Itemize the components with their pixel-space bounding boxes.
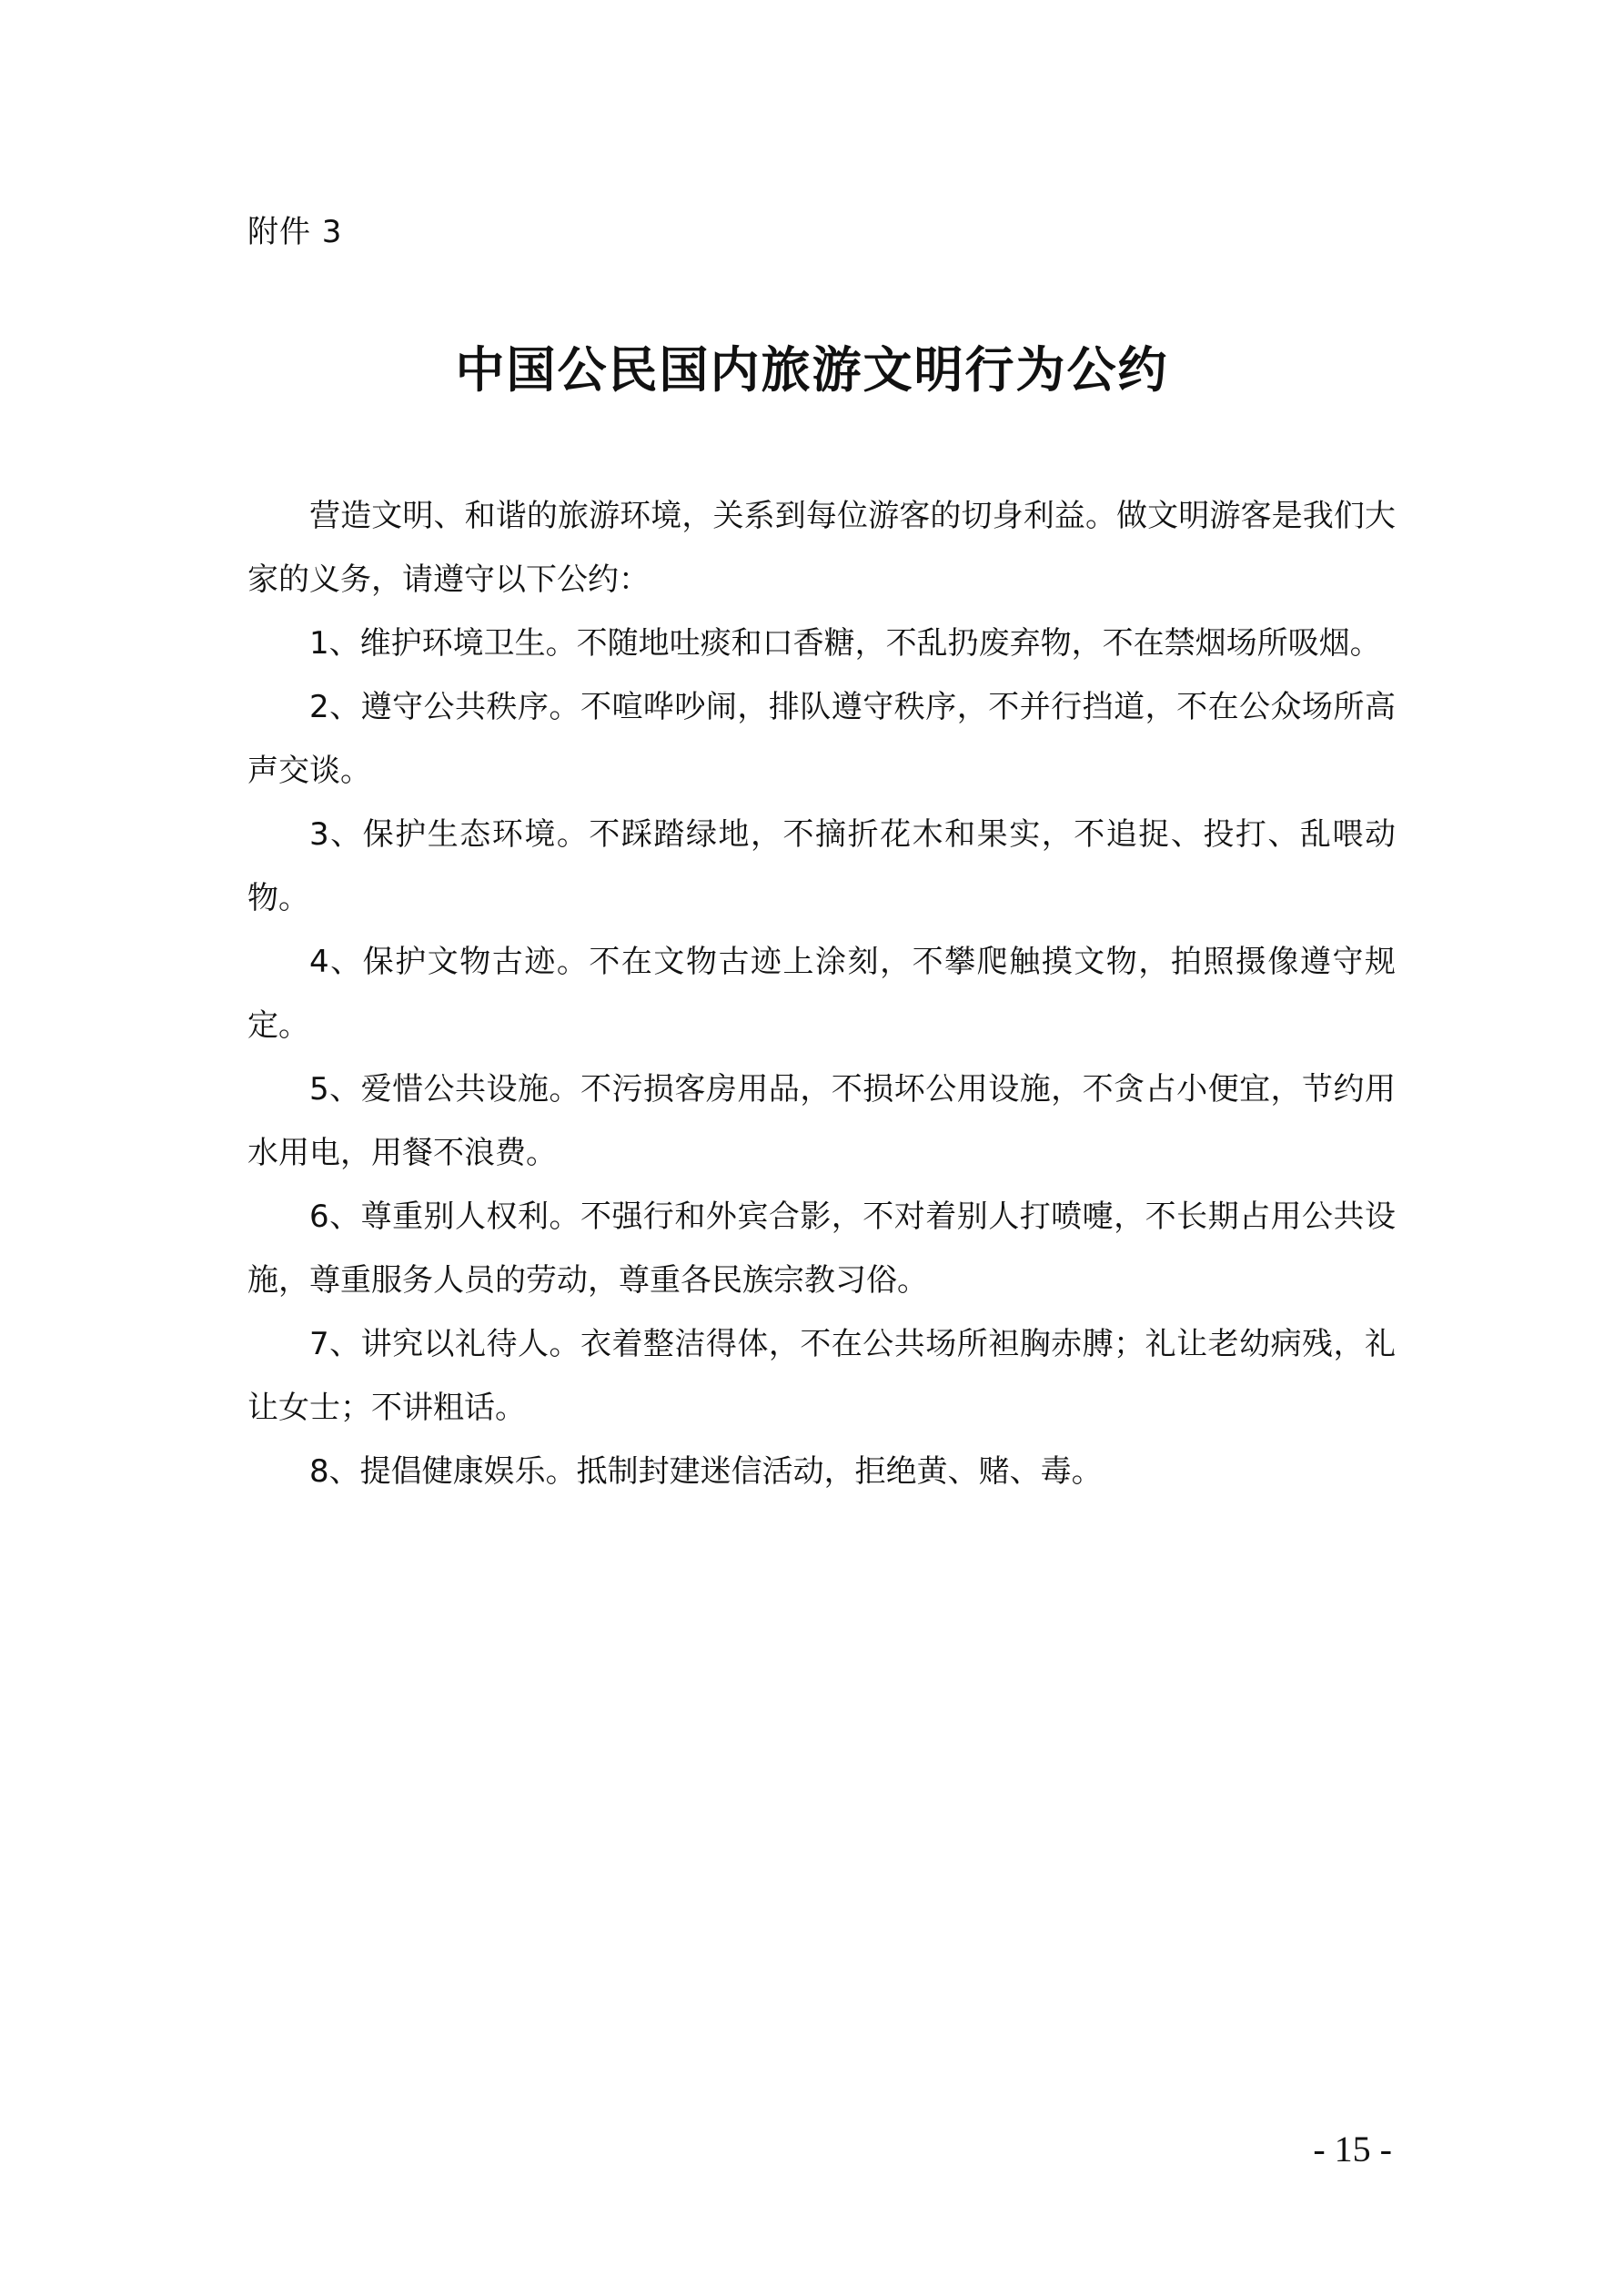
article-2: 2、遵守公共秩序。不喧哗吵闹，排队遵守秩序，不并行挡道，不在公众场所高声交谈。 — [247, 689, 1396, 789]
page-number: - 15 - — [1313, 2129, 1392, 2170]
article-1: 1、维护环境卫生。不随地吐痰和口香糖，不乱扔废弃物，不在禁烟场所吸烟。 — [309, 625, 1381, 662]
article-7: 7、讲究以礼待人。衣着整洁得体，不在公共场所袒胸赤膊；礼让老幼病残，礼让女士；不讲粗话。 — [247, 1326, 1396, 1426]
article-8: 8、提倡健康娱乐。抵制封建迷信活动，拒绝黄、赌、毒。 — [309, 1453, 1103, 1490]
article-3: 3、保护生态环境。不踩踏绿地，不摘折花木和果实，不追捉、投打、乱喂动物。 — [247, 816, 1396, 916]
attachment-label: 附件 3 — [247, 214, 343, 250]
article-4: 4、保护文物古迹。不在文物古迹上涂刻，不攀爬触摸文物，拍照摄像遵守规定。 — [247, 944, 1396, 1044]
document-body — [247, 484, 1396, 1503]
document-title: 中国公民国内旅游文明行为公约 — [455, 341, 1169, 399]
intro-paragraph: 营造文明、和谐的旅游环境，关系到每位游客的切身利益。做文明游客是我们大家的义务，请遵守以下公约： — [247, 498, 1396, 598]
article-6: 6、尊重别人权利。不强行和外宾合影，不对着别人打喷嚏，不长期占用公共设施，尊重服务人员的劳动，尊重各民族宗教习俗。 — [247, 1199, 1396, 1299]
article-5: 5、爱惜公共设施。不污损客房用品，不损坏公用设施，不贪占小便宜，节约用水用电，用餐不浪费。 — [247, 1071, 1396, 1171]
